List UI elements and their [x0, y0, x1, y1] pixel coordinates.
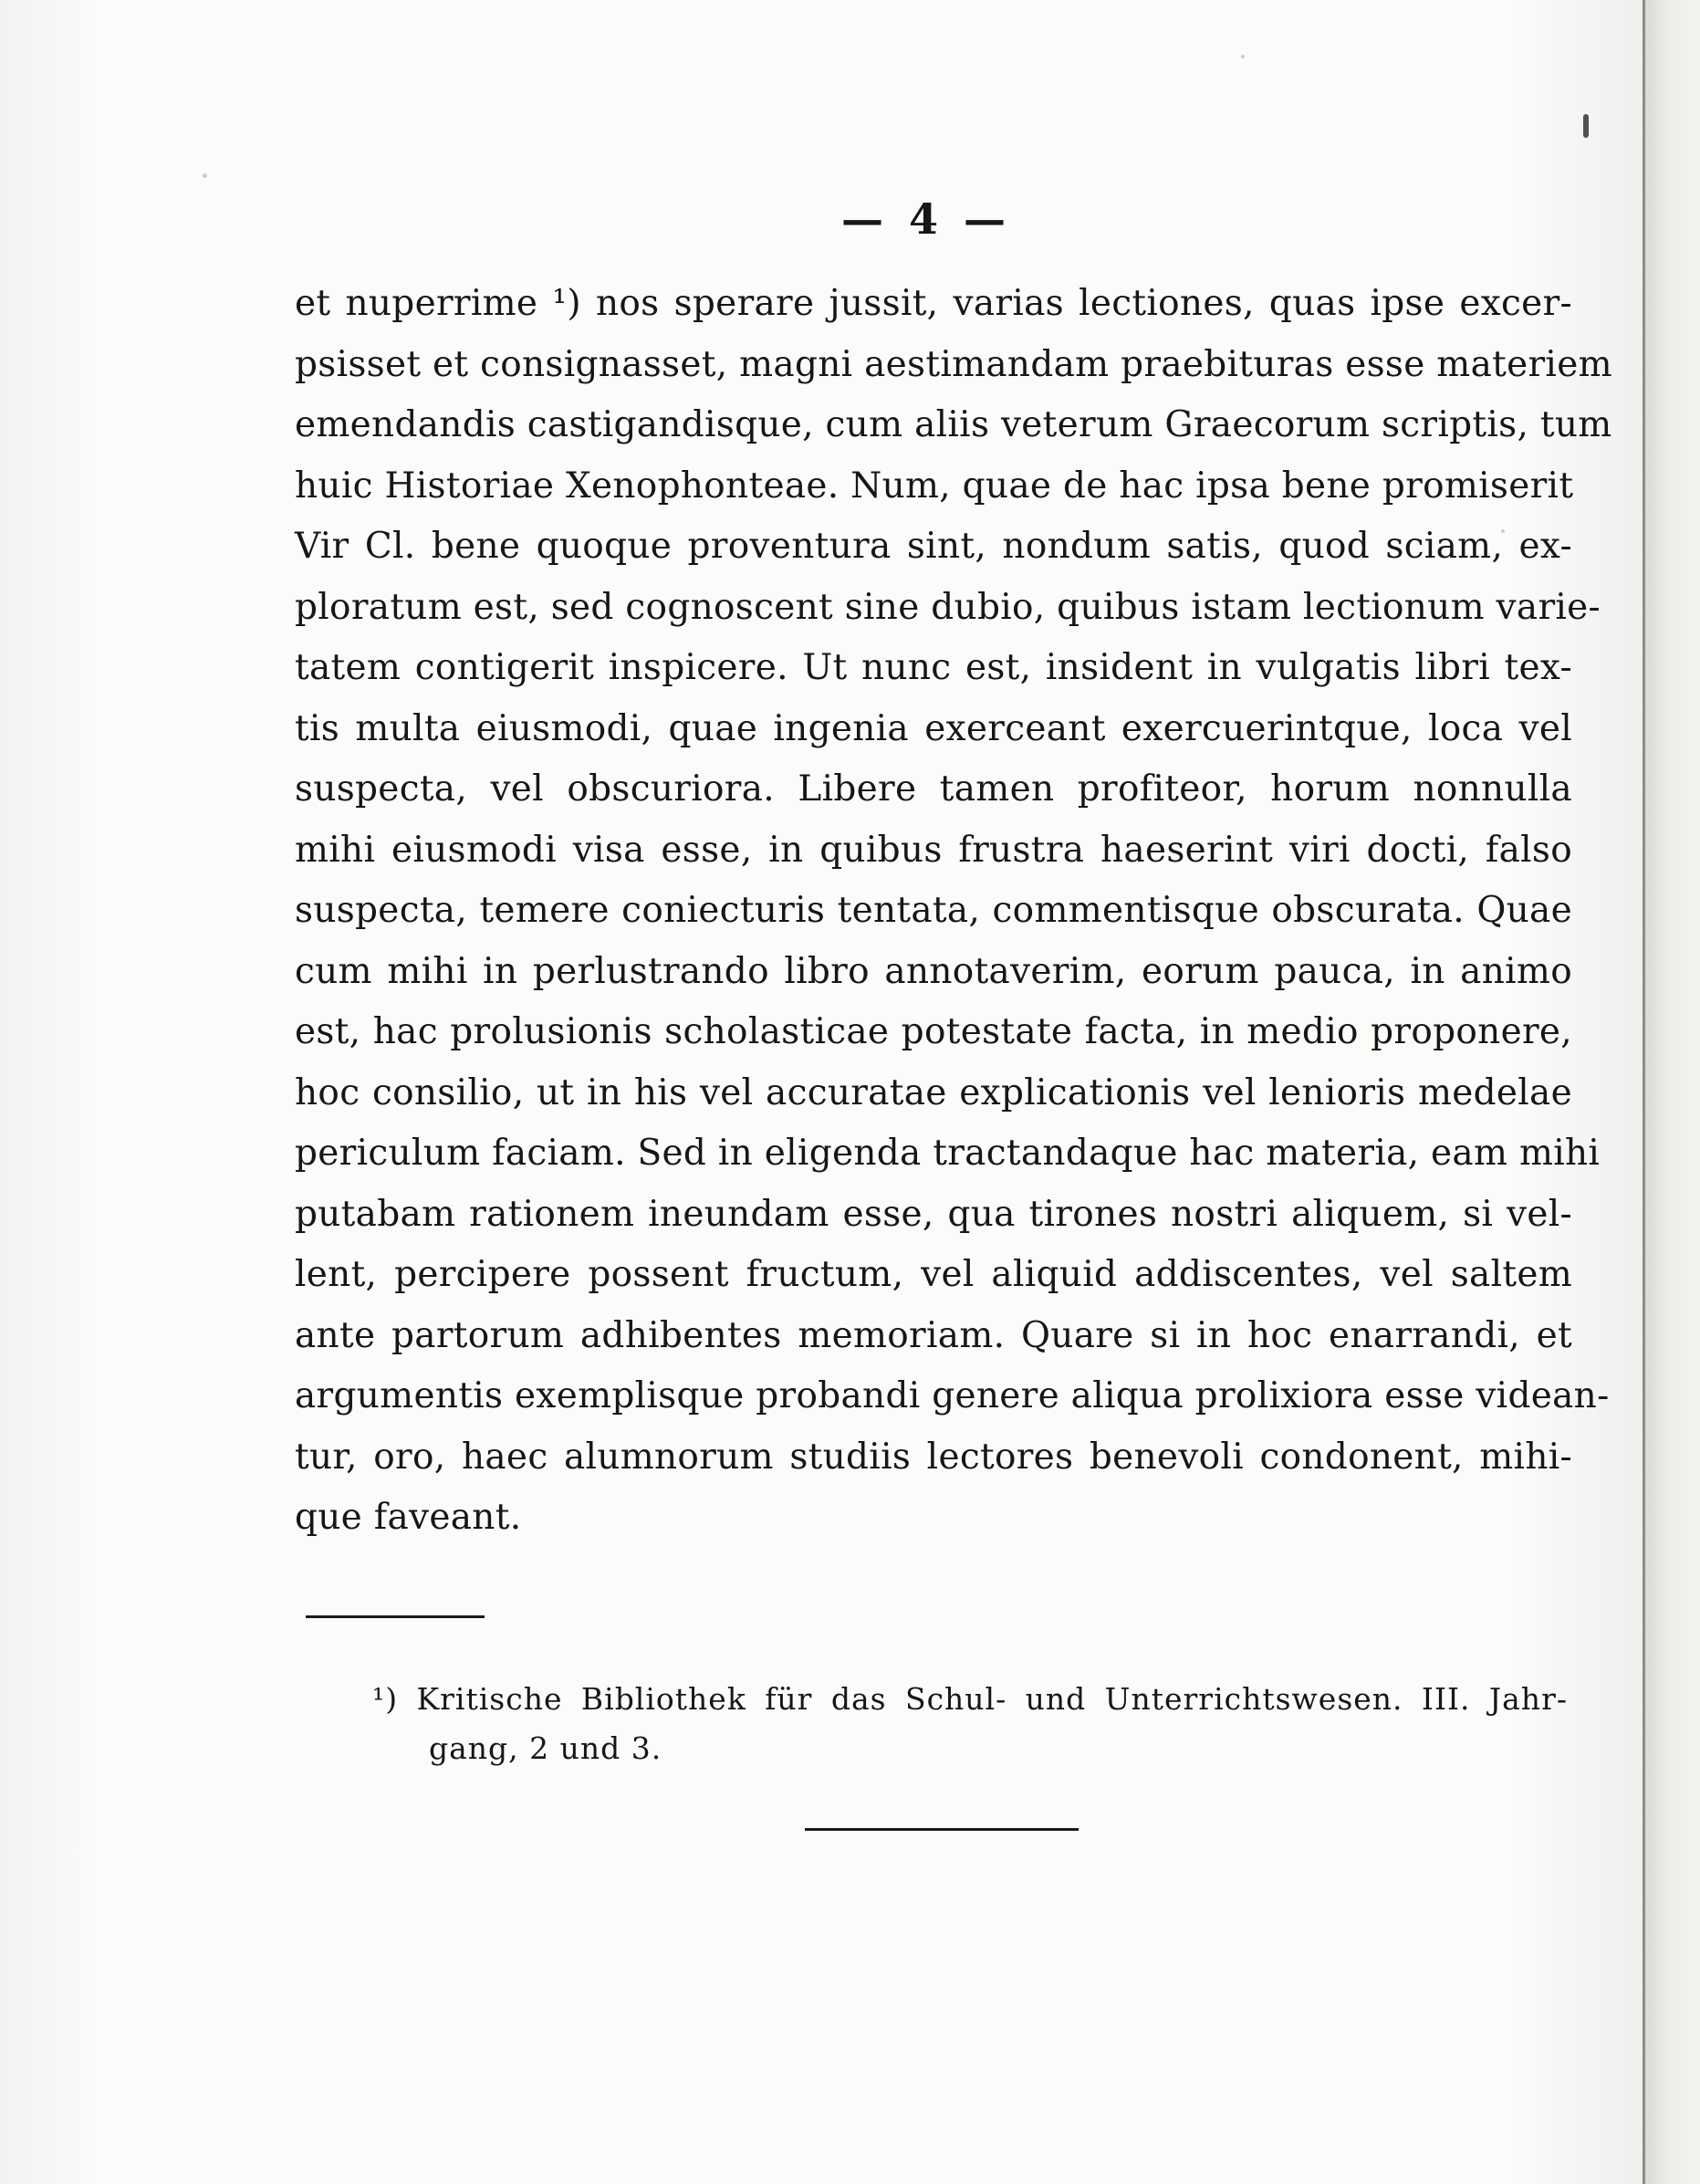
footnote: [372, 1675, 1568, 1773]
text-line: suspecta, temere coniecturis tentata, commentisque obscurata. Quae: [295, 890, 1572, 931]
ink-speck: [1241, 55, 1245, 58]
text-line: argumentis exemplisque probandi genere aliqua prolixiora esse videan-: [295, 1375, 1610, 1416]
footnote-text: Kritische Bibliothek für das Schul- und Unterrichtswesen. III. Jahr-: [416, 1681, 1568, 1717]
text-line: hoc consilio, ut in his vel accuratae explicationis vel lenioris medelae: [295, 1071, 1572, 1113]
footnote-line-1: [372, 1675, 1568, 1724]
end-rule: [805, 1828, 1079, 1831]
text-line: que faveant.: [295, 1497, 522, 1538]
text-line: Vir Cl. bene quoque proventura sint, nondum satis, quod sciam, ex-: [295, 526, 1572, 567]
text-line: psisset et consignasset, magni aestimandam praebituras esse materiem: [295, 343, 1612, 385]
text-line: suspecta, vel obscuriora. Libere tamen profiteor, horum nonnulla: [295, 768, 1572, 810]
text-line: tatem contigerit inspicere. Ut nunc est, insident in vulgatis libri tex-: [295, 647, 1572, 688]
text-line: lent, percipere possent fructum, vel aliquid addiscentes, vel saltem: [295, 1254, 1572, 1295]
text-line: tur, oro, haec alumnorum studiis lectores benevoli condonent, mihi-: [295, 1436, 1572, 1478]
text-line: ploratum est, sed cognoscent sine dubio, quibus istam lectionum varie-: [295, 586, 1601, 628]
text-line: periculum faciam. Sed in eligenda tractandaque hac materia, eam mihi: [295, 1133, 1601, 1174]
footnote-line-2: gang, 2 und 3.: [429, 1730, 662, 1766]
text-line: cum mihi in perlustrando libro annotaverim, eorum pauca, in animo: [295, 950, 1572, 992]
page-gutter: [1643, 0, 1700, 2184]
ink-speck: [203, 173, 207, 178]
text-line: emendandis castigandisque, cum aliis veterum Graecorum scriptis, tum: [295, 404, 1612, 445]
text-line: tis multa eiusmodi, quae ingenia exerceant exercuerintque, loca vel: [295, 707, 1572, 749]
text-line: ante partorum adhibentes memoriam. Quare si in hoc enarrandi, et: [295, 1314, 1572, 1356]
text-line: mihi eiusmodi visa esse, in quibus frustra haeserint viri docti, falso: [295, 829, 1572, 871]
text-line: et nuperrime ¹) nos sperare jussit, varias lectiones, quas ipse excer-: [295, 283, 1572, 324]
text-line: putabam rationem ineundam esse, qua tirones nostri aliquem, si vel-: [295, 1193, 1572, 1235]
footnote-separator: [306, 1615, 485, 1618]
ink-speck: [1583, 114, 1589, 138]
footnote-marker: ¹): [372, 1681, 399, 1717]
main-text: [295, 274, 1612, 1549]
page-number-header: — 4 —: [840, 194, 1012, 244]
text-line: est, hac prolusionis scholasticae potestate facta, in medio proponere,: [295, 1011, 1572, 1052]
text-line: huic Historiae Xenophonteae. Num, quae de hac ipsa bene promiserit: [295, 465, 1574, 507]
